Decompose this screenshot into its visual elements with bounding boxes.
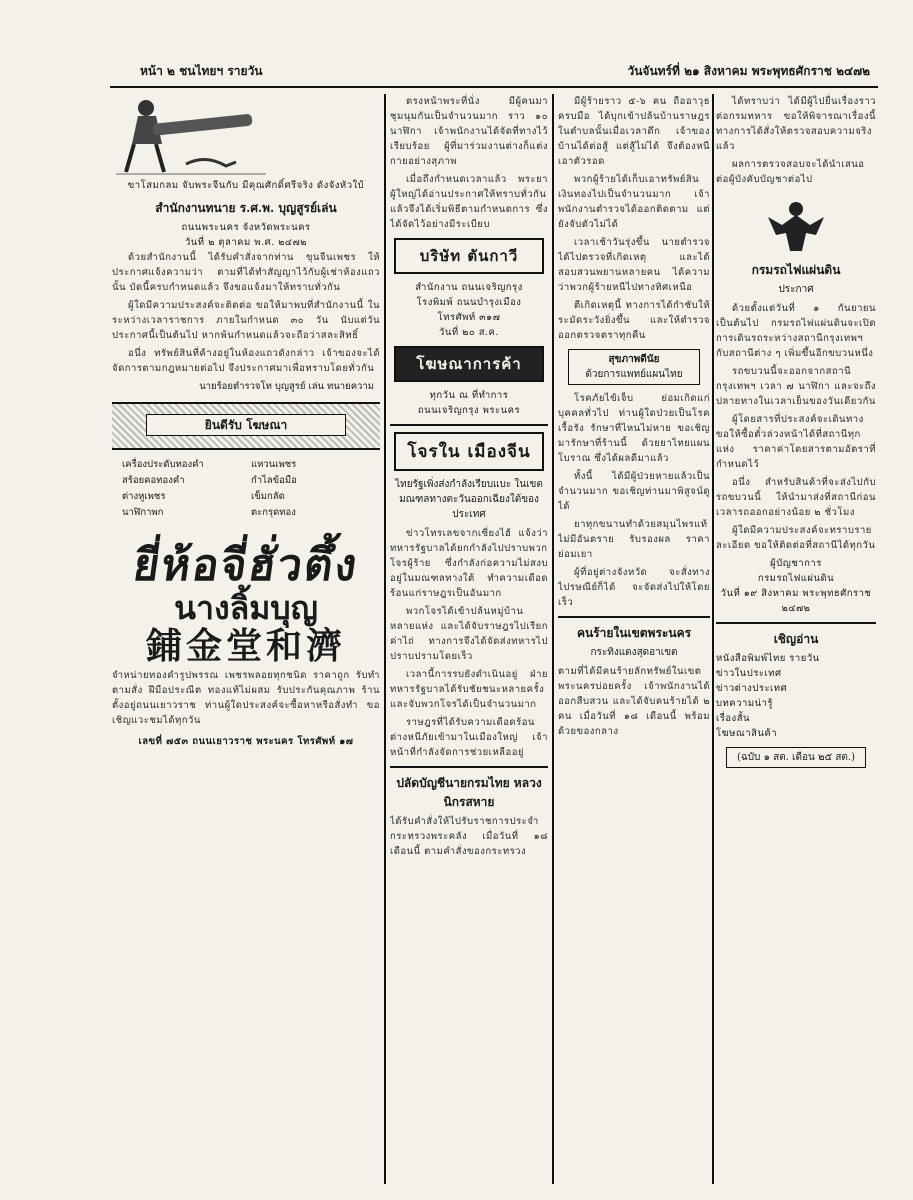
article-paragraph: โรคภัยไข้เจ็บ ย่อมเกิดแก่บุคคลทั่วไป ท่านผู้ใดป่วยเป็นโรคเรื้อรัง รักษาที่ไหนไม่หาย ขอเชิญมารักษาที่ร้านนี้ ด้วยยาไทยแผนโบราณ ซึ่งได้ผลดีมาแล้ว: [558, 393, 710, 464]
article-paragraph: ทั้งนี้ ได้มีผู้ป่วยหายแล้วเป็นจำนวนมาก ขอเชิญท่านมาพิสูจน์ดูได้: [558, 471, 710, 512]
company-info: [390, 280, 548, 340]
article-paragraph: เวลาเช้าวันรุ่งขึ้น นายตำรวจได้ไปตรวจที่เกิดเหตุ และได้สอบสวนพยานหลายคน ได้ความว่าพวกผู้ร้ายหนีไปทางทิศเหนือ: [558, 237, 710, 293]
page-header: [110, 62, 870, 80]
ad-title: โฆษณาการค้า: [394, 346, 544, 382]
railway-notice: [716, 301, 876, 553]
notice-paragraph: รถขบวนนี้จะออกจากสถานีกรุงเทพฯ เวลา ๗ นาฬิกา และจะถึงปลายทางในเวลาเย็นของวันเดียวกัน: [716, 366, 876, 407]
notice-paragraph: ผู้โดยสารที่ประสงค์จะเดินทาง ขอให้ซื้อตั๋วล่วงหน้าได้ที่สถานีทุกแห่ง ราคาค่าโดยสารตามอัตราที่กำหนดไว้: [716, 414, 876, 470]
invite-list: [716, 651, 876, 741]
article-paragraph: ตรงหน้าพระที่นั่ง มีผู้คนมาชุมนุมกันเป็นจำนวนมาก ราว ๑๐ นาฬิกา เจ้าพนักงานได้จัดที่ทางไว้เรียบร้อย ผู้ที่มาร่วมงานต่างก็แต่งกายอย่างสุภาพ: [390, 96, 548, 167]
section-rule: [716, 622, 876, 624]
header-right: วันจันทร์ที่ ๒๑ สิงหาคม พระพุทธศักราช ๒๔๗๒: [627, 64, 870, 78]
company-title: บริษัท ตันกาวี: [394, 238, 544, 274]
article-paragraph: ผลการตรวจสอบจะได้นำเสนอต่อผู้บังคับบัญชาต่อไป: [716, 159, 865, 185]
shop-name-thai: ยี่ห้อจี่ฮั่วตึ้ง: [130, 540, 362, 591]
notice-paragraph: อนึ่ง สำหรับสินค้าที่จะส่งไปกับรถขบวนนี้ ให้นำมาส่งที่สถานีก่อนเวลารถออกอย่างน้อย ๒ ชั่วโมง: [716, 477, 876, 518]
list-item: ข่าวต่างประเทศ: [716, 683, 788, 694]
railway-subtitle: ประกาศ: [778, 284, 814, 295]
signature-line: กรมรถไฟแผ่นดิน: [757, 573, 835, 584]
header-rule: [110, 86, 878, 88]
notice-paragraph: ผู้ใดมีความประสงค์จะติดต่อ ขอให้มาพบที่สำนักงานนี้ ในระหว่างเวลาราชการ ภายในกำหนด ๓๐ วัน นับแต่วันประกาศนี้เป็นต้นไป หากพ้นกำหนดแล้วจะถือว่าสละสิทธิ์: [112, 300, 380, 341]
list-item: สร้อยคอทองคำ: [122, 475, 185, 486]
signature-line: ผู้บัญชาการ: [770, 558, 822, 569]
list-item: หนังสือพิมพ์ไทย รายวัน: [716, 653, 820, 664]
official-body: ได้รับคำสั่งให้ไปรับราชการประจำกระทรวงพระคลัง เมื่อวันที่ ๑๘ เดือนนี้ ตามคำสั่งของกระทรวง: [390, 816, 548, 857]
column-1: [112, 94, 380, 1174]
china-headline: โจรใน เมืองจีน: [394, 432, 544, 471]
list-item: เรื่องสั้น: [716, 713, 750, 724]
official-headline: ปลัดบัญชีนายกรมไทย หลวงนิกรสหาย: [396, 776, 542, 809]
column-divider-2: [552, 94, 554, 1184]
column-divider-3: [712, 94, 714, 1184]
notice-address: ถนนพระนคร จังหวัดพระนคร: [181, 222, 311, 233]
list-item: ข่าวในประเทศ: [716, 668, 782, 679]
company-line: โทรศัพท์ ๓๑๗: [437, 312, 501, 323]
notice-paragraph: ด้วยสำนักงานนี้ ได้รับคำสั่งจากท่าน ขุนจีนเพชร ให้ประกาศแจ้งความว่า ตามที่ได้ทำสัญญาไว้กับผู้เช่าห้องแถวนั้น บัดนี้ครบกำหนดแล้ว จึงขอแจ้งมาให้ทราบทั่วกัน: [112, 252, 380, 293]
railway-signature: [716, 556, 876, 616]
illustration: [116, 94, 266, 178]
health-article: [558, 391, 710, 610]
list-item: โฆษณาสินค้า: [716, 728, 778, 739]
china-article: [390, 526, 548, 760]
notice-body: [112, 250, 380, 376]
illus-caption: ขาโสมกลม จับพระจีนกับ มีคุณศักดิ์ศรีจริง ดังจังหัวใบ้: [127, 180, 365, 191]
notice-heading: สำนักงานทนาย ร.ศ.พ. บุญสูรย์เล่น: [155, 201, 337, 215]
section-rule: [390, 766, 548, 768]
health-subtitle: ด้วยการแพทย์แผนไทย: [585, 369, 683, 380]
price-box: (ฉบับ ๑ สต. เดือน ๒๕ สต.): [726, 747, 866, 768]
article-paragraph: ราษฎรที่ได้รับความเดือดร้อน ต่างหนีภัยเข้ามาในเมืองใหญ่ เจ้าหน้าที่กำลังจัดการช่วยเหลืออยู่: [390, 717, 548, 758]
shop-owner-name: นางลิ้มบุญ: [174, 589, 318, 627]
article-text: [390, 94, 548, 232]
bangkok-subheadline: กระทิงแดงสุดอาเขต: [590, 647, 678, 658]
garuda-emblem-icon: [766, 195, 826, 255]
article-paragraph: ยาทุกขนานทำด้วยสมุนไพรแท้ ไม่มีอันตราย รับรองผล ราคาย่อมเยา: [558, 519, 710, 560]
article-paragraph: ข่าวโทรเลขจากเซี่ยงไฮ้ แจ้งว่า ทหารรัฐบาลได้ยกกำลังไปปราบพวกโจรผู้ร้าย ซึ่งกำลังก่อความไม่สงบอยู่ในมณฑลทางใต้ ทำความเดือดร้อนแก่ราษฎรเป็นอันมาก: [390, 528, 548, 599]
section-rule: [390, 424, 548, 426]
article-paragraph: มีผู้ร้ายราว ๕-๖ คน ถืออาวุธครบมือ ได้บุกเข้าปล้นบ้านราษฎรในตำบลนั้นเมื่อเวลาดึก เจ้าของบ้านได้ต่อสู้ แต่สู้ไม่ได้ จึงต้องหนีเอาตัวรอด: [558, 96, 710, 167]
article-paragraph: เวลานี้การรบยังดำเนินอยู่ ฝ่ายทหารรัฐบาลได้รับชัยชนะหลายครั้ง และจับพวกโจรได้เป็นจำนวนมาก: [390, 669, 548, 710]
shop-footer: เลขที่ ๗๕๓ ถนนเยาวราช พระนคร โทรศัพท์ ๑๗: [138, 736, 354, 747]
list-item: แหวนเพชร: [251, 459, 297, 470]
list-item: ตะกรุดทอง: [251, 507, 296, 518]
ad-banner: [112, 402, 380, 450]
article-paragraph: พวกผู้ร้ายได้เก็บเอาทรัพย์สินเงินทองไปเป็นจำนวนมาก เจ้าพนักงานตำรวจได้ออกติดตาม แต่ยังจับตัวไม่ได้: [558, 174, 710, 230]
notice-paragraph: ด้วยตั้งแต่วันที่ ๑ กันยายน เป็นต้นไป กรมรถไฟแผ่นดินจะเปิดการเดินรถระหว่างสถานีกรุงเทพฯ กับสถานีต่าง ๆ เพิ่มขึ้นอีกขบวนหนึ่ง: [716, 303, 876, 359]
bangkok-body: ตามที่ได้มีคนร้ายลักทรัพย์ในเขตพระนครบ่อยครั้ง เจ้าพนักงานได้ออกสืบสวน และได้จับคนร้ายได้ ๒ คน เมื่อวันที่ ๑๘ เดือนนี้ พร้อมด้วยของกลาง: [558, 666, 710, 737]
column-3: [558, 94, 710, 1174]
china-subheadline: ไทยรัฐเพิ่งส่งกำลังเรียบแบะ ในเขตมณฑลทางตะวันออกเฉียงใต้ของประเทศ: [395, 479, 543, 520]
list-item: นาฬิกาพก: [122, 507, 164, 518]
notice-signature: นายร้อยตำรวจโท บุญสูรย์ เล่น ทนายความ: [199, 381, 374, 392]
article-paragraph: ตีเกิดเหตุนี้ ทางการได้กำชับให้ระมัดระวังยิ่งขึ้น และให้ตำรวจออกตรวจตราทุกคืน: [558, 300, 710, 341]
article-paragraph: ผู้ที่อยู่ต่างจังหวัด จะสั่งทางไปรษณีย์ก็ได้ จะจัดส่งไปให้โดยเร็ว: [558, 567, 710, 608]
column-2: [390, 94, 548, 1174]
jewelry-list: [112, 458, 380, 520]
list-item: เข็มกลัด: [251, 491, 285, 502]
column-4: [716, 94, 876, 1174]
health-title: สุขภาพดีนัย: [608, 354, 660, 365]
company-line: วันที่ ๒๐ ส.ค.: [439, 327, 499, 338]
article-paragraph: ได้ทราบว่า ได้มีผู้ไปยื่นเรื่องราวต่อกรมทหาร ขอให้พิจารณาเรื่องนี้ ทางการได้สั่งให้ตรวจสอบความจริงแล้ว: [716, 96, 876, 152]
invite-title: เชิญอ่าน: [773, 632, 819, 646]
shop-body: จำหน่ายทองคำรูปพรรณ เพชรพลอยทุกชนิด ราคาถูก รับทำตามสั่ง ฝีมือประณีต ทองแท้ไม่ผสม รับประกันคุณภาพ ร้านตั้งอยู่ถนนเยาวราช ท่านผู้ใดประสงค์จะซื้อหาหรือสั่งทำ ขอเชิญแวะชมได้ทุกวัน: [112, 670, 380, 726]
shop-name-chinese: 鋪金堂和濟: [145, 626, 346, 667]
column4-intro: [716, 94, 876, 187]
health-box: [568, 349, 700, 385]
ad-line: ทุกวัน ณ ที่ทำการ: [429, 390, 509, 401]
list-item: กำไลข้อมือ: [251, 475, 297, 486]
bangkok-headline: คนร้ายในเขตพระนคร: [576, 626, 692, 640]
notice-date: วันที่ ๒ ตุลาคม พ.ศ. ๒๔๗๒: [184, 237, 308, 248]
header-left: หน้า ๒ ชนไทยฯ รายวัน: [140, 64, 263, 78]
article-paragraph: พวกโจรได้เข้าปล้นหมู่บ้านหลายแห่ง และได้จับราษฎรไปเรียกค่าไถ่ ทางการจึงได้จัดส่งทหารไปปราบปรามโดยเร็ว: [390, 606, 548, 662]
list-item: บทความน่ารู้: [716, 698, 774, 709]
signature-date: วันที่ ๑๙ สิงหาคม พระพุทธศักราช ๒๔๗๒: [720, 588, 872, 614]
article-paragraph: เมื่อถึงกำหนดเวลาแล้ว พระยาผู้ใหญ่ได้อ่านประกาศให้ทราบทั่วกัน แล้วจึงได้เริ่มพิธีตามกำหนดการ ซึ่งได้จัดไว้อย่างมีระเบียบ: [390, 174, 548, 230]
crime-article: [558, 94, 710, 343]
list-item: ต่างหูเพชร: [122, 491, 166, 502]
column-divider-1: [384, 94, 386, 1184]
banner-label: ยินดีรับ โฆษณา: [146, 414, 346, 436]
company-line: สำนักงาน ถนนเจริญกรุง: [415, 282, 523, 293]
list-item: เครื่องประดับทองคำ: [122, 459, 204, 470]
section-rule: [558, 616, 710, 618]
railway-title: กรมรถไฟแผ่นดิน: [751, 263, 841, 277]
notice-paragraph: อนึ่ง ทรัพย์สินที่ค้างอยู่ในห้องแถวดังกล่าว เจ้าของจะได้จัดการตามกฎหมายต่อไป จึงประกาศมาเพื่อทราบโดยทั่วกัน: [112, 348, 380, 374]
notice-paragraph: ผู้ใดมีความประสงค์จะทราบรายละเอียด ขอให้ติดต่อที่สถานีได้ทุกวัน: [716, 525, 876, 551]
ad-line: ถนนเจริญกรุง พระนคร: [417, 405, 521, 416]
ad-info: [390, 388, 548, 418]
warrior-illustration: [116, 94, 266, 178]
company-line: โรงพิมพ์ ถนนบำรุงเมือง: [416, 297, 522, 308]
